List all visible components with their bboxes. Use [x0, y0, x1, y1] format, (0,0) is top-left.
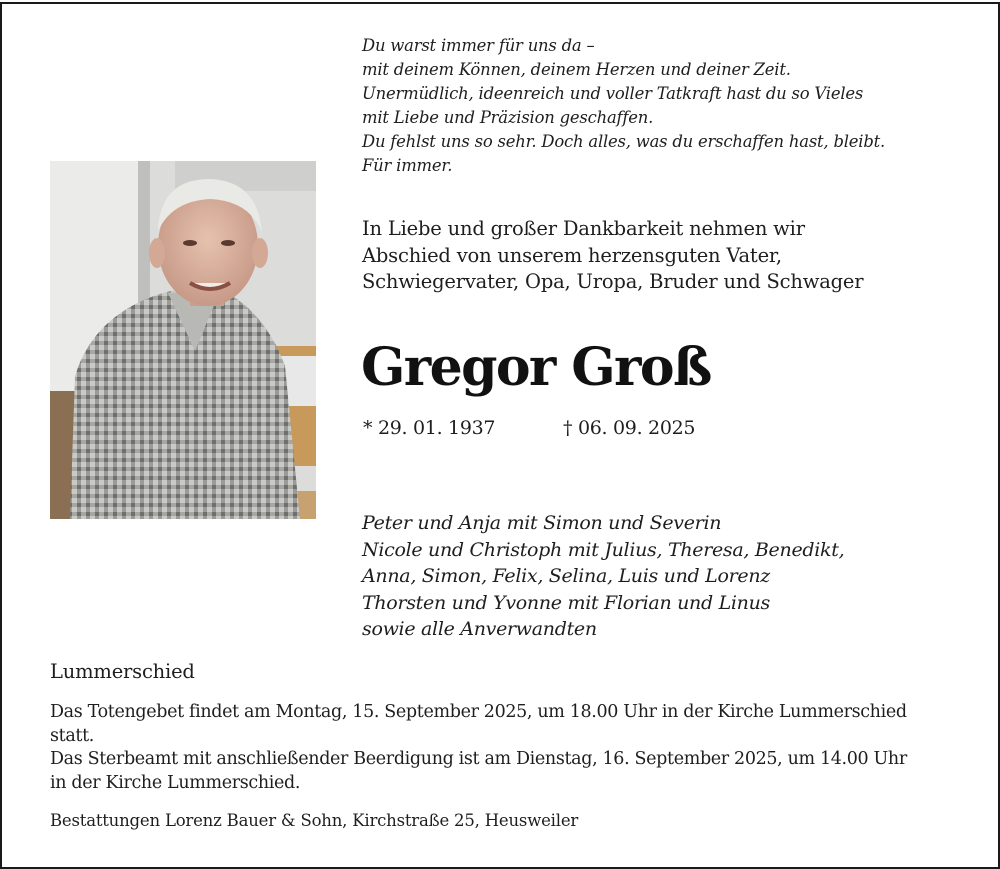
mourners-line: sowie alle Anverwandten — [362, 618, 597, 640]
place-name: Lummerschied — [50, 660, 195, 683]
birth-date: * 29. 01. 1937 — [363, 417, 496, 439]
funeral-home: Bestattungen Lorenz Bauer & Sohn, Kirchstraße 25, Heusweiler — [50, 811, 579, 830]
death-date: † 06. 09. 2025 — [563, 417, 696, 439]
intro-line: In Liebe und großer Dankbarkeit nehmen wir — [362, 217, 805, 240]
mourners-list — [362, 510, 982, 643]
service-line: statt. — [50, 725, 94, 746]
quote-line: mit deinem Können, deinem Herzen und deiner Zeit. — [362, 60, 791, 79]
quote-line: Du warst immer für uns da – — [362, 36, 595, 55]
intro-line: Schwiegervater, Opa, Uropa, Bruder und Schwager — [362, 270, 864, 293]
mourners-line: Nicole und Christoph mit Julius, Theresa, Benedikt, — [362, 538, 845, 561]
mourners-line: Thorsten und Yvonne mit Florian und Linus — [362, 591, 771, 614]
mourners-line: Anna, Simon, Felix, Selina, Luis und Lorenz — [362, 565, 770, 587]
memorial-quote — [362, 34, 962, 178]
quote-line: Unermüdlich, ideenreich und voller Tatkraft hast du so Vieles — [362, 84, 864, 103]
service-line: in der Kirche Lummerschied. — [50, 772, 301, 793]
service-line: Das Sterbeamt mit anschließender Beerdigung ist am Dienstag, 16. September 2025, um 14.00 Uhr — [50, 749, 907, 769]
intro-line: Abschied von unserem herzensguten Vater, — [362, 243, 782, 267]
service-line: Das Totengebet findet am Montag, 15. September 2025, um 18.00 Uhr in der Kirche Lummerschied — [50, 702, 907, 722]
quote-line: Für immer. — [362, 156, 453, 175]
portrait-photo — [50, 161, 316, 519]
quote-line: Du fehlst uns so sehr. Doch alles, was du erschaffen hast, bleibt. — [362, 132, 886, 151]
mourners-line: Peter und Anja mit Simon und Severin — [362, 512, 722, 534]
quote-line: mit Liebe und Präzision geschaffen. — [362, 108, 654, 127]
deceased-name: Gregor Groß — [361, 337, 711, 398]
service-details — [50, 701, 980, 795]
intro-text — [362, 216, 962, 296]
